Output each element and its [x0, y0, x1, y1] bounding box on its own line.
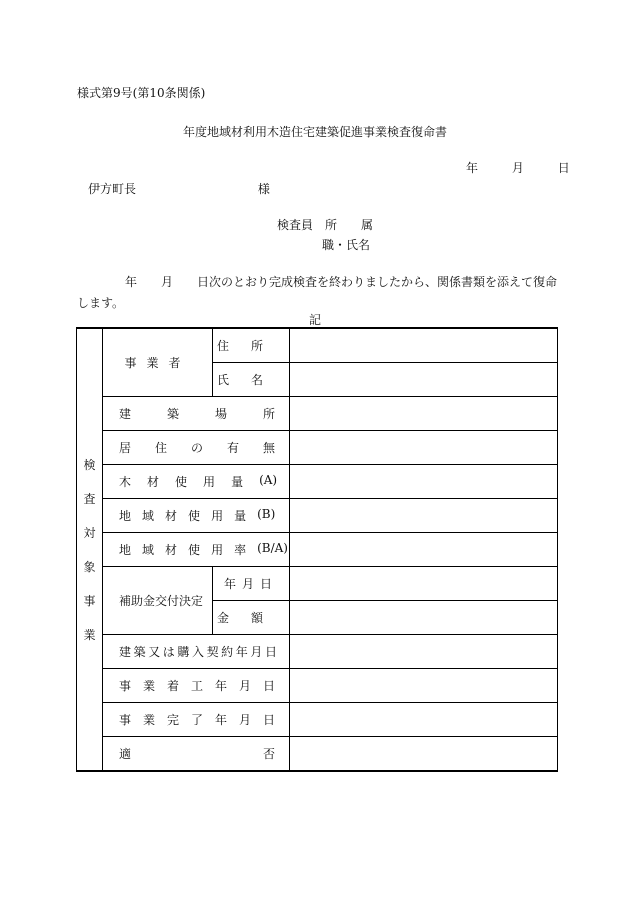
honorific: 様	[257, 182, 270, 196]
label-char: は	[162, 645, 175, 659]
label-char: 事	[119, 679, 132, 693]
label-char: 用	[203, 475, 216, 489]
label-char: 建	[119, 407, 132, 421]
label-char: 木	[119, 475, 132, 489]
side-label	[83, 456, 95, 643]
label-char: 年	[215, 713, 228, 727]
addressee	[88, 180, 270, 197]
keiyaku-label	[103, 635, 290, 669]
chiiki-ryo-field[interactable]	[290, 499, 558, 533]
hojokin-label	[103, 567, 213, 635]
label-char: 日	[264, 645, 277, 659]
chiiki-ryo-label	[103, 499, 290, 533]
inspector-affiliation: 検査員 所 属	[277, 218, 374, 232]
tekihi-left: 適	[119, 747, 132, 761]
label-char: 所	[263, 407, 276, 421]
keiyaku-text	[103, 643, 289, 660]
tekihi-text	[103, 745, 289, 762]
kyoju-text	[103, 439, 289, 456]
chakko-label	[103, 669, 290, 703]
side-label-char: 象	[83, 560, 96, 574]
date-year: 年	[466, 161, 479, 175]
jigyosha-label	[103, 328, 213, 397]
label-char: 業	[143, 679, 156, 693]
label-char: 月	[250, 645, 263, 659]
kanryo-label	[103, 703, 290, 737]
inspection-table	[76, 327, 558, 772]
mokuzai-field[interactable]	[290, 465, 558, 499]
form-number: 様式第9号(第10条関係)	[77, 86, 206, 100]
label-char: 購	[177, 645, 190, 659]
hojokin-date-label	[213, 567, 290, 601]
address-field[interactable]	[290, 328, 558, 363]
label-char: 有	[227, 441, 240, 455]
label-char: 用	[211, 509, 224, 523]
hojokin-amount-label	[213, 601, 290, 635]
keiyaku-field[interactable]	[290, 635, 558, 669]
label-char: 材	[165, 543, 178, 557]
label-char: 地	[119, 509, 132, 523]
label-char: 又	[148, 645, 161, 659]
name-text: 氏名	[217, 373, 286, 387]
name-label	[213, 363, 290, 397]
date-line	[466, 159, 570, 176]
label-char: 用	[211, 543, 224, 557]
label-char: 完	[167, 713, 180, 727]
ki-heading: 記	[309, 313, 322, 327]
inspector-name: 職・氏名	[322, 238, 371, 252]
kanryo-text	[103, 711, 289, 728]
hojokin-date-text: 年月日	[224, 577, 279, 591]
label-char: 年	[215, 679, 228, 693]
label-char: 着	[167, 679, 180, 693]
mokuzai-text	[103, 473, 289, 490]
hojokin-text: 補助金交付決定	[119, 594, 204, 608]
side-label-char: 検	[83, 458, 96, 472]
label-char: 契	[206, 645, 219, 659]
chakko-text	[103, 677, 289, 694]
label-char: (A)	[259, 473, 278, 487]
label-char: 住	[155, 441, 168, 455]
name-field[interactable]	[290, 363, 558, 397]
kenchiku-basho-text	[103, 405, 289, 422]
address-text: 住所	[217, 339, 286, 353]
mayor-title: 伊方町長	[88, 182, 137, 196]
label-char: 使	[188, 509, 201, 523]
side-label-char: 対	[83, 526, 96, 540]
label-char: 使	[188, 543, 201, 557]
hojokin-date-field[interactable]	[290, 567, 558, 601]
label-char: 材	[147, 475, 160, 489]
label-char: 約	[221, 645, 234, 659]
label-char: 日	[263, 679, 276, 693]
date-day: 日	[557, 161, 570, 175]
label-char: 月	[239, 679, 252, 693]
label-char: 入	[191, 645, 204, 659]
label-char: 使	[175, 475, 188, 489]
label-char: 場	[215, 407, 228, 421]
side-label-cell	[77, 328, 103, 771]
kanryo-field[interactable]	[290, 703, 558, 737]
address-label	[213, 328, 290, 363]
label-char: 月	[239, 713, 252, 727]
label-char: 築	[167, 407, 180, 421]
label-char: (B)	[257, 507, 276, 521]
chiiki-ryo-text	[103, 507, 289, 524]
label-char: 量	[234, 509, 247, 523]
body-text: 年 月 日次のとおり完成検査を終わりましたから、関係書類を添えて復命します。	[77, 275, 558, 310]
label-char: 材	[165, 509, 178, 523]
label-char: 地	[119, 543, 132, 557]
hojokin-amount-field[interactable]	[290, 601, 558, 635]
label-char: 了	[191, 713, 204, 727]
chiiki-ritsu-label	[103, 533, 290, 567]
label-char: 域	[142, 543, 155, 557]
kyoju-field[interactable]	[290, 431, 558, 465]
tekihi-right: 否	[263, 747, 276, 761]
label-char: 域	[142, 509, 155, 523]
label-char: 業	[143, 713, 156, 727]
label-char: 日	[263, 713, 276, 727]
label-char: の	[191, 441, 204, 455]
label-char: 無	[263, 441, 276, 455]
document-title: 年度地域材利用木造住宅建築促進事業検査復命書	[182, 125, 447, 139]
jigyosha-text: 事業者	[124, 356, 191, 370]
date-month: 月	[511, 161, 524, 175]
label-char: 居	[119, 441, 132, 455]
side-label-char: 査	[83, 492, 96, 506]
label-char: 年	[235, 645, 248, 659]
label-char: 量	[231, 475, 244, 489]
side-label-char: 業	[83, 628, 96, 642]
chakko-field[interactable]	[290, 669, 558, 703]
mokuzai-label	[103, 465, 290, 499]
label-char: (B/A)	[257, 541, 288, 555]
label-char: 工	[191, 679, 204, 693]
tekihi-field[interactable]	[290, 737, 558, 772]
label-char: 築	[133, 645, 146, 659]
label-char: 事	[119, 713, 132, 727]
chiiki-ritsu-text	[103, 541, 289, 558]
label-char: 建	[119, 645, 132, 659]
label-char: 率	[234, 543, 247, 557]
kenchiku-basho-field[interactable]	[290, 397, 558, 431]
kyoju-label	[103, 431, 290, 465]
side-label-char: 事	[83, 594, 96, 608]
tekihi-label	[103, 737, 290, 772]
kenchiku-basho-label	[103, 397, 290, 431]
hojokin-amount-text: 金額	[217, 611, 286, 625]
chiiki-ritsu-field[interactable]	[290, 533, 558, 567]
